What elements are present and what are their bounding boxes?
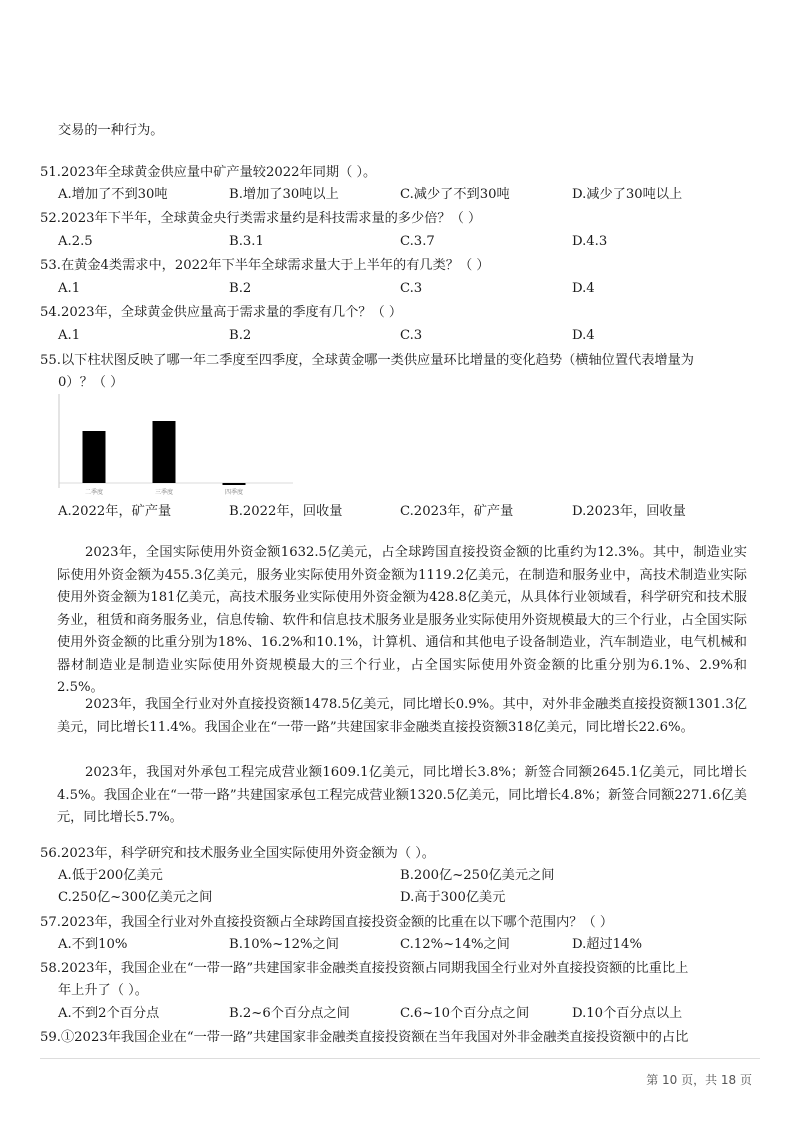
page-number: 第 10 页，共 18 页 <box>646 1073 752 1087</box>
question-58-stem-line1: 58.2023年，我国企业在“一带一路”共建国家非金融类直接投资额占同期我国全行业对外直接投资额的比重比上 <box>40 961 689 976</box>
q58-option-b[interactable]: B.2~6个百分点之间 <box>229 1006 350 1021</box>
q56-option-a[interactable]: A.低于200亿美元 <box>58 868 163 883</box>
q55-option-b[interactable]: B.2022年，回收量 <box>229 504 343 519</box>
q57-option-d[interactable]: D.超过14% <box>572 937 642 952</box>
question-55-stem-line2: 0）？（ ） <box>58 375 124 390</box>
question-56-stem: 56.2023年，科学研究和技术服务业全国实际使用外资金额为（ ）。 <box>40 846 435 861</box>
question-51-stem: 51.2023年全球黄金供应量中矿产量较2022年同期（ ）。 <box>40 165 377 180</box>
q55-option-c[interactable]: C.2023年，矿产量 <box>400 504 514 519</box>
x-tick-label: 二季度 <box>84 489 104 496</box>
q54-option-a[interactable]: A.1 <box>58 328 81 343</box>
top-text: 交易的一种行为。 <box>58 123 164 138</box>
q51-option-c[interactable]: C.减少了不到30吨 <box>400 187 510 202</box>
q52-option-a[interactable]: A.2.5 <box>58 234 93 249</box>
q58-option-a[interactable]: A.不到2个百分点 <box>58 1006 160 1021</box>
bar-2 <box>153 421 176 483</box>
q56-option-d[interactable]: D.高于300亿美元 <box>400 890 506 905</box>
q57-option-b[interactable]: B.10%~12%之间 <box>229 937 339 952</box>
question-57-stem: 57.2023年，我国全行业对外直接投资额占全球跨国直接投资金额的比重在以下哪个范围内？（ ） <box>40 915 614 930</box>
question-59-stem: 59.①2023年我国企业在“一带一路”共建国家非金融类直接投资额在当年我国对外非金融类直接投资额中的占比 <box>40 1030 689 1045</box>
passage-paragraph-1: 2023年，全国实际使用外资金额1632.5亿美元，占全球跨国直接投资金额的比重约为12.3%。其中，制造业实际使用外资金额为455.3亿美元，服务业实际使用外资金额为1119.2亿美元，在制造和服务业中，高技术制造业实际使用外资金额为181亿美元，高技术服务业实际使用外资金额为428.8亿美元，从具体行业领域看，科学研究和技术服务业，租赁和商务服务业，信息传输、软件和信息技术服务业是服务业实际使用外资规模最大的三个行业，占全国实际使用外资金额的比重分别为18%、16.2%和10.1%，计算机、通信和其他电子设备制造业，汽车制造业，电气机械和器材制造业是制造业实际使用外资规模最大的三个行业，占全国实际使用外资金额的比重分别为6.1%、2.9%和2.5%。 <box>57 545 747 695</box>
q56-option-b[interactable]: B.200亿~250亿美元之间 <box>400 868 555 883</box>
question-55-stem-line1: 55.以下柱状图反映了哪一年二季度至四季度，全球黄金哪一类供应量环比增量的变化趋势（横轴位置代表增量为 <box>40 353 694 368</box>
passage-paragraph-3: 2023年，我国对外承包工程完成营业额1609.1亿美元，同比增长3.8%；新签合同额2645.1亿美元，同比增长4.5%。我国企业在“一带一路”共建国家承包工程完成营业额1320.5亿美元，同比增长4.8%；新签合同额2271.6亿美元，同比增长5.7%。 <box>57 765 747 825</box>
q51-option-a[interactable]: A.增加了不到30吨 <box>58 187 168 202</box>
q55-option-a[interactable]: A.2022年，矿产量 <box>58 504 172 519</box>
q52-option-b[interactable]: B.3.1 <box>229 234 264 249</box>
q54-option-b[interactable]: B.2 <box>229 328 252 343</box>
q57-option-a[interactable]: A.不到10% <box>58 937 128 952</box>
question-58-stem-line2: 年上升了（ ）。 <box>58 983 148 998</box>
q58-option-c[interactable]: C.6~10个百分点之间 <box>400 1006 530 1021</box>
question-52-stem: 52.2023年下半年，全球黄金央行类需求量约是科技需求量的多少倍？（ ） <box>40 211 482 226</box>
q54-option-c[interactable]: C.3 <box>400 328 423 343</box>
passage-paragraph-2: 2023年，我国全行业对外直接投资额1478.5亿美元，同比增长0.9%。其中，对外非金融类直接投资额1301.3亿美元，同比增长11.4%。我国企业在“一带一路”共建国家非金融类直接投资额318亿美元，同比增长22.6%。 <box>57 697 747 735</box>
q55-option-d[interactable]: D.2023年，回收量 <box>572 504 686 519</box>
x-tick-label: 三季度 <box>154 489 174 496</box>
q57-option-c[interactable]: C.12%~14%之间 <box>400 937 510 952</box>
bar-3 <box>223 483 246 485</box>
q51-option-b[interactable]: B.增加了30吨以上 <box>229 187 339 202</box>
q58-option-d[interactable]: D.10个百分点以上 <box>572 1006 683 1021</box>
q54-option-d[interactable]: D.4 <box>572 328 595 343</box>
q52-option-d[interactable]: D.4.3 <box>572 234 608 249</box>
q51-option-d[interactable]: D.减少了30吨以上 <box>572 187 683 202</box>
bar-1 <box>83 431 106 483</box>
q56-option-c[interactable]: C.250亿~300亿美元之间 <box>58 890 213 905</box>
q53-option-b[interactable]: B.2 <box>229 281 252 296</box>
bar-chart <box>55 392 295 500</box>
question-54-stem: 54.2023年，全球黄金供应量高于需求量的季度有几个？（ ） <box>40 305 403 320</box>
q53-option-c[interactable]: C.3 <box>400 281 423 296</box>
q52-option-c[interactable]: C.3.7 <box>400 234 435 249</box>
q53-option-a[interactable]: A.1 <box>58 281 81 296</box>
question-53-stem: 53.在黄金4类需求中，2022年下半年全球需求量大于上半年的有几类？（ ） <box>40 258 490 273</box>
footer-divider <box>40 1058 760 1059</box>
q53-option-d[interactable]: D.4 <box>572 281 595 296</box>
x-tick-label: 四季度 <box>224 489 244 496</box>
